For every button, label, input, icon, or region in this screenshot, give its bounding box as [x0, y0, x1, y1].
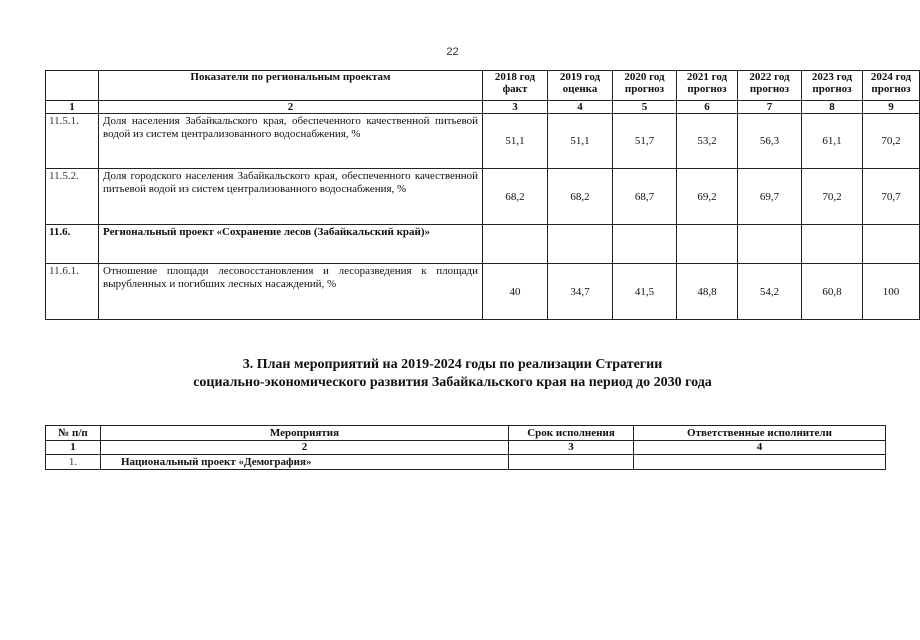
- header-cell-2020: 2020 год прогноз: [613, 71, 677, 101]
- section-title: [0, 356, 905, 392]
- row-code: 11.6.1.: [46, 264, 99, 320]
- value-cell: [802, 225, 863, 264]
- row-code: 11.6.: [46, 225, 99, 264]
- header-cell-activities: Мероприятия: [101, 426, 509, 441]
- value-cell: 41,5: [613, 264, 677, 320]
- column-number: 1: [46, 101, 99, 114]
- column-number: 1: [46, 441, 101, 455]
- header-cell-code: [46, 71, 99, 101]
- value-cell: [738, 225, 802, 264]
- column-number: 3: [483, 101, 548, 114]
- page-number: 22: [446, 46, 459, 58]
- value-cell: 51,7: [613, 114, 677, 169]
- table-row-section: [46, 225, 920, 264]
- value-cell: 100: [863, 264, 920, 320]
- value-cell: 69,2: [677, 169, 738, 225]
- header-cell-2022: 2022 год прогноз: [738, 71, 802, 101]
- row-term: [509, 455, 634, 470]
- column-numbers-row: [46, 441, 886, 455]
- row-description: Доля городского населения Забайкальского края, обеспеченного качественной питьевой водой из систем централизованного водоснабжения, %: [99, 169, 483, 225]
- value-cell: 48,8: [677, 264, 738, 320]
- value-cell: 68,2: [483, 169, 548, 225]
- header-cell-2023: 2023 год прогноз: [802, 71, 863, 101]
- value-cell: [677, 225, 738, 264]
- section-title-line2: социально-экономического развития Забайкальского края на период до 2030 года: [193, 375, 712, 390]
- table-row: [46, 264, 920, 320]
- value-cell: 34,7: [548, 264, 613, 320]
- column-number: 9: [863, 101, 920, 114]
- row-code: 11.5.2.: [46, 169, 99, 225]
- table-row: [46, 114, 920, 169]
- value-cell: 40: [483, 264, 548, 320]
- header-cell-2024: 2024 год прогноз: [863, 71, 920, 101]
- header-cell-responsible: Ответственные исполнители: [634, 426, 886, 441]
- value-cell: 54,2: [738, 264, 802, 320]
- column-number: 5: [613, 101, 677, 114]
- column-number: 3: [509, 441, 634, 455]
- value-cell: [548, 225, 613, 264]
- header-cell-2018: 2018 год факт: [483, 71, 548, 101]
- row-description: Региональный проект «Сохранение лесов (Забайкальский край)»: [99, 225, 483, 264]
- action-plan-table: [45, 425, 886, 470]
- header-cell-term: Срок исполнения: [509, 426, 634, 441]
- value-cell: 68,7: [613, 169, 677, 225]
- header-cell-2021: 2021 год прогноз: [677, 71, 738, 101]
- value-cell: [483, 225, 548, 264]
- column-numbers-row: [46, 101, 920, 114]
- value-cell: 51,1: [483, 114, 548, 169]
- value-cell: 68,2: [548, 169, 613, 225]
- column-number: 2: [101, 441, 509, 455]
- value-cell: 69,7: [738, 169, 802, 225]
- row-code: 11.5.1.: [46, 114, 99, 169]
- value-cell: [613, 225, 677, 264]
- value-cell: [863, 225, 920, 264]
- value-cell: 51,1: [548, 114, 613, 169]
- column-number: 4: [548, 101, 613, 114]
- value-cell: 53,2: [677, 114, 738, 169]
- indicators-table: [45, 70, 920, 320]
- row-responsible: [634, 455, 886, 470]
- row-description: Доля населения Забайкальского края, обеспеченного качественной питьевой водой из систем централизованного водоснабжения, %: [99, 114, 483, 169]
- row-description: Отношение площади лесовосстановления и лесоразведения к площади вырубленных и погибших лесных насаждений, %: [99, 264, 483, 320]
- value-cell: 61,1: [802, 114, 863, 169]
- column-number: 6: [677, 101, 738, 114]
- column-number: 7: [738, 101, 802, 114]
- value-cell: 60,8: [802, 264, 863, 320]
- header-cell-number: № п/п: [46, 426, 101, 441]
- row-code: 1.: [46, 455, 101, 470]
- column-number: 4: [634, 441, 886, 455]
- header-cell-indicators: Показатели по региональным проектам: [99, 71, 483, 101]
- value-cell: 56,3: [738, 114, 802, 169]
- value-cell: 70,7: [863, 169, 920, 225]
- column-number: 8: [802, 101, 863, 114]
- header-cell-2019: 2019 год оценка: [548, 71, 613, 101]
- table-row: [46, 455, 886, 470]
- column-number: 2: [99, 101, 483, 114]
- section-title-line1: 3. План мероприятий на 2019-2024 годы по реализации Стратегии: [242, 357, 663, 372]
- value-cell: 70,2: [863, 114, 920, 169]
- table-row: [46, 169, 920, 225]
- value-cell: 70,2: [802, 169, 863, 225]
- row-activity: Национальный проект «Демография»: [101, 455, 509, 470]
